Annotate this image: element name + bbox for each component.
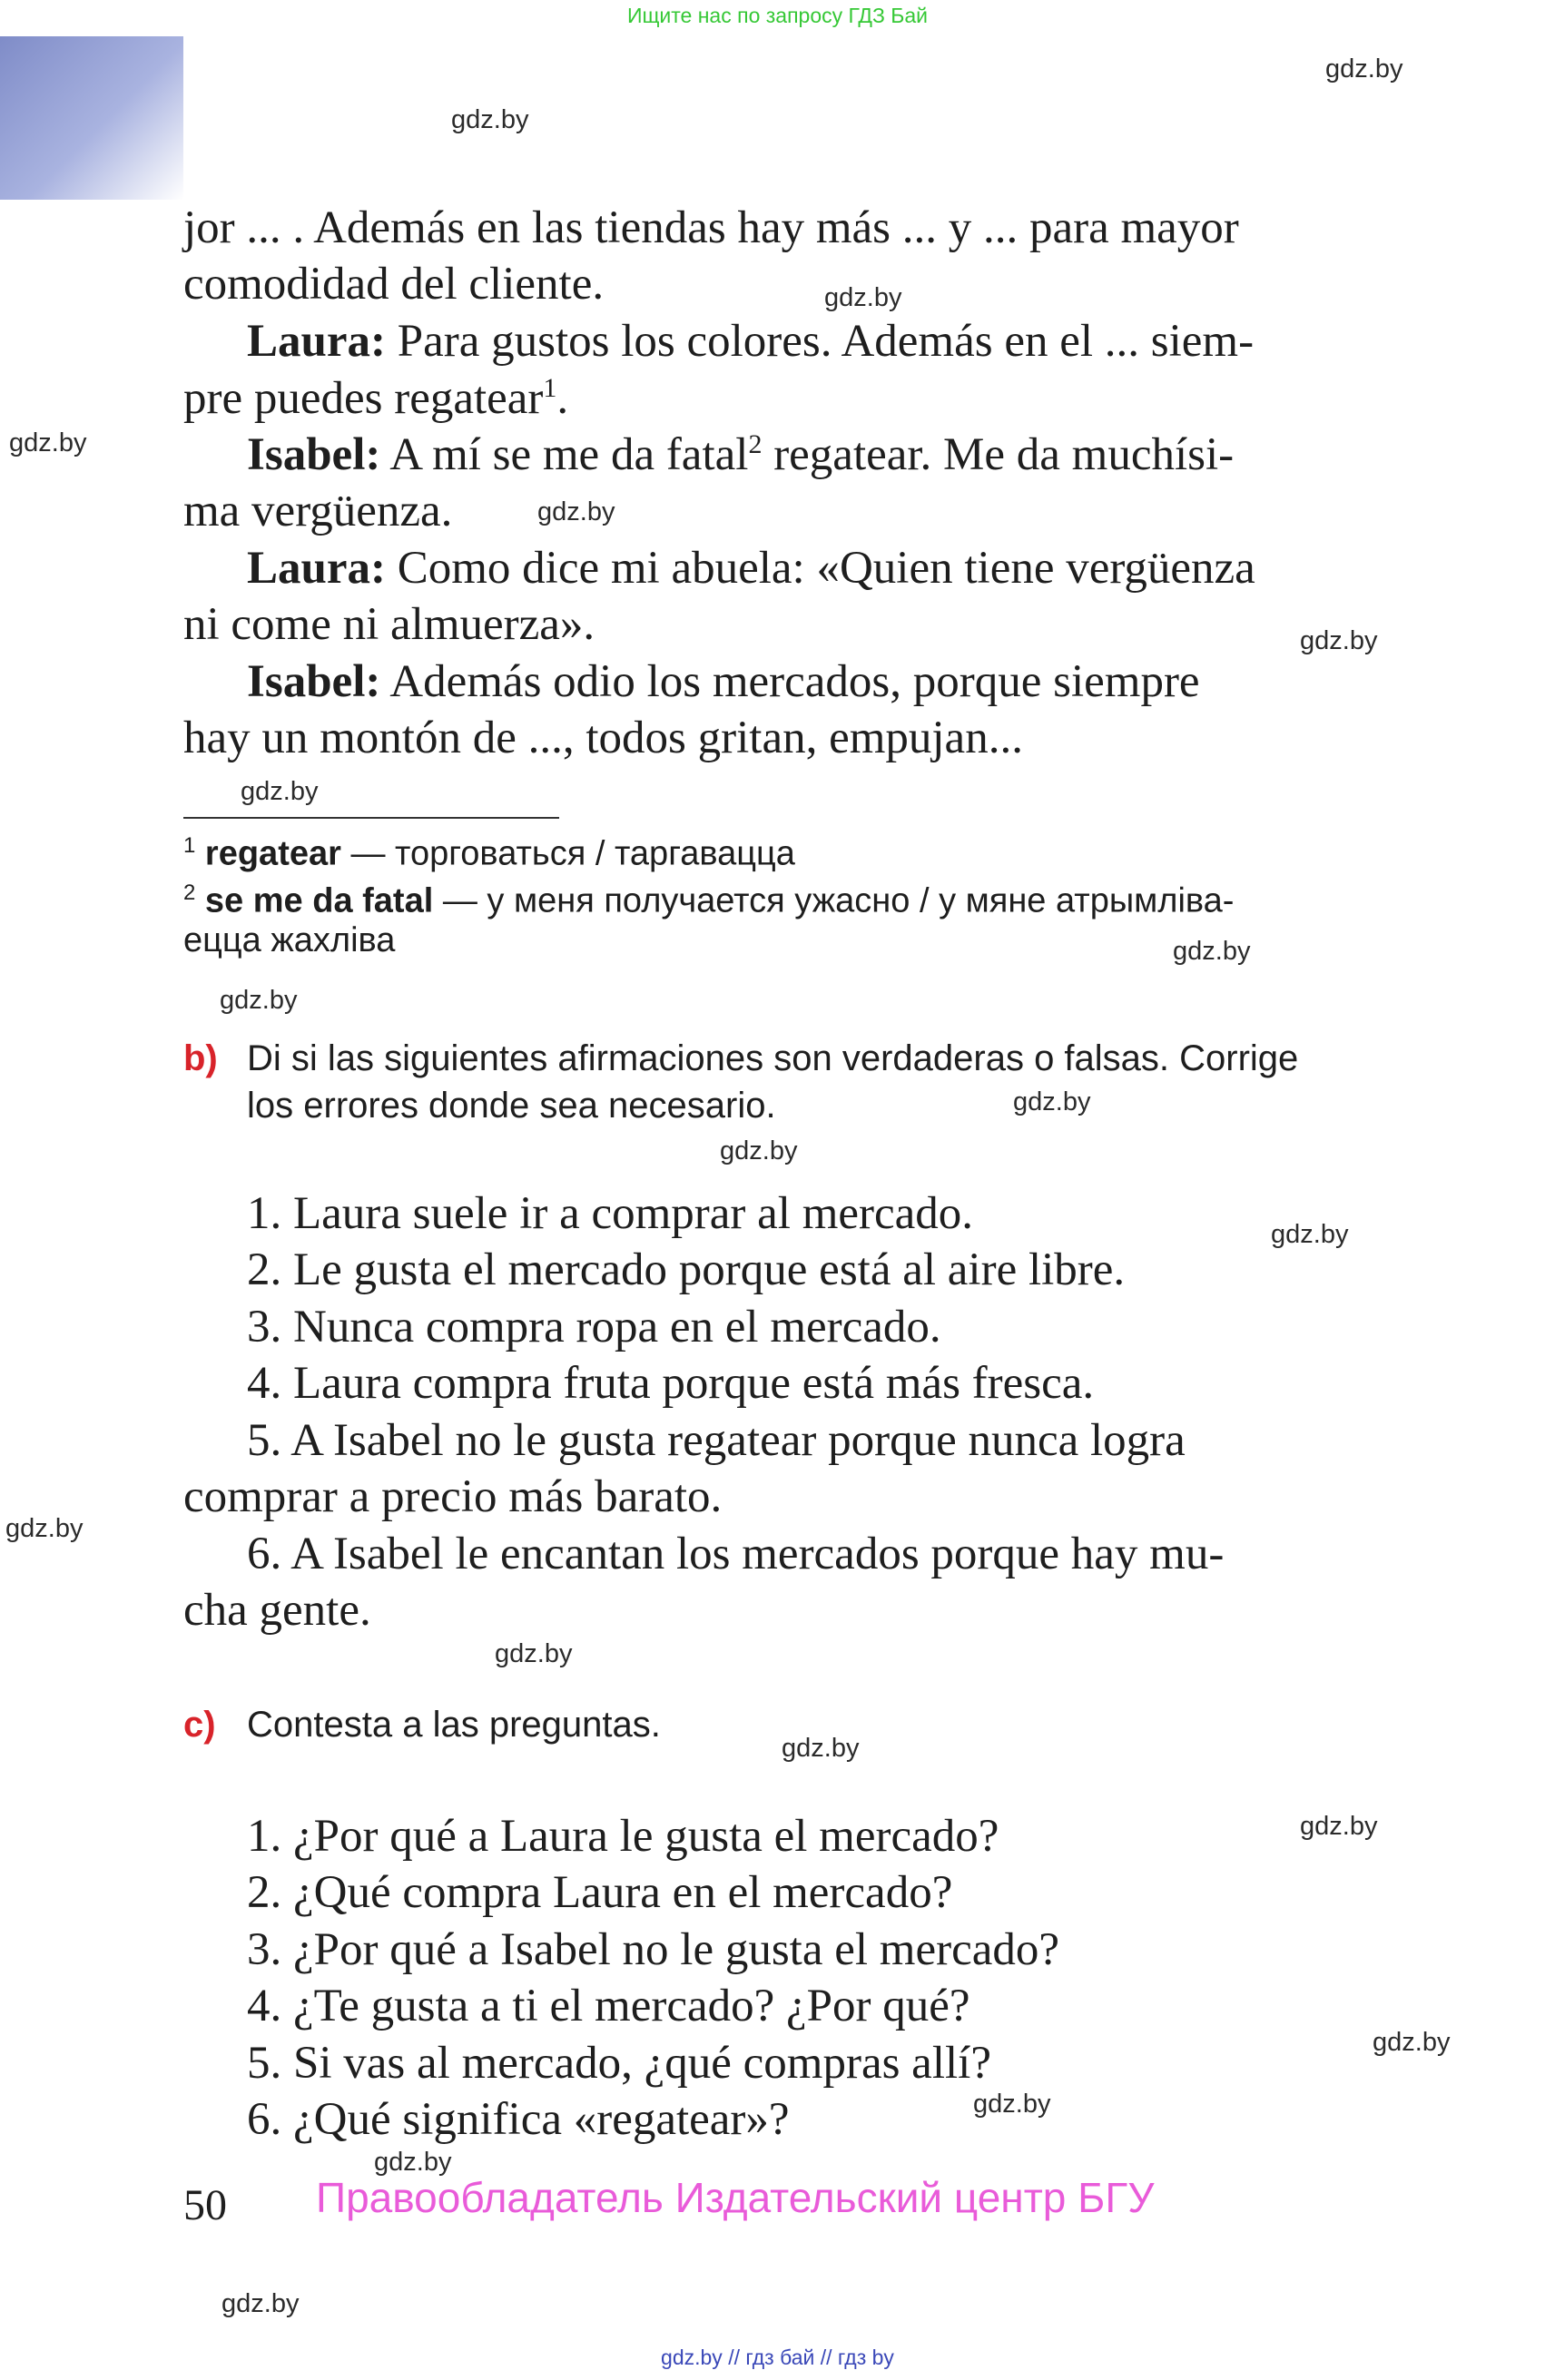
question-item: 2. ¿Qué compra Laura en el mercado? (247, 1867, 953, 1918)
task-letter-c: c) (183, 1705, 216, 1745)
watermark: gdz.by (9, 428, 87, 457)
dialogue-text: Además odio los mercados, porque siempre (389, 656, 1200, 707)
speaker-laura: Laura: (247, 316, 386, 367)
dialogue-text: Para gustos los colores. Además en el ... siem- (397, 316, 1255, 367)
question-item: 4. ¿Te gusta a ti el mercado? ¿Por qué? (247, 1981, 970, 2031)
speaker-laura: Laura: (247, 543, 386, 594)
watermark: gdz.by (1300, 1812, 1378, 1841)
watermark: gdz.by (782, 1734, 860, 1763)
dialogue-line (183, 370, 568, 427)
footnote-continuation: ецца жахліва (183, 921, 396, 959)
list-item: 6. A Isabel le encantan los mercados porque hay mu- (247, 1529, 1225, 1579)
corner-decoration (0, 36, 183, 200)
list-item-continuation: comprar a precio más barato. (183, 1471, 723, 1522)
footnote-ref: 2 (748, 429, 763, 459)
task-instruction: Di si las siguientes afirmaciones son verdaderas o falsas. Corrige (247, 1038, 1299, 1078)
task-letter-b: b) (183, 1038, 218, 1078)
list-item: 3. Nunca compra ropa en el mercado. (247, 1302, 941, 1352)
footnote-text: у меня получается ужасно / у мяне атрымліва- (487, 881, 1235, 920)
watermark: gdz.by (451, 105, 529, 134)
dialogue-line: ma vergüenza. (183, 486, 453, 536)
dialogue-line-isabel (247, 427, 1234, 483)
dialogue-line-laura (247, 540, 1255, 596)
watermark: gdz.by (221, 2289, 300, 2318)
dialogue-text: . (556, 373, 569, 424)
question-item: 5. Si vas al mercado, ¿qué compras allí? (247, 2038, 991, 2089)
dialogue-line-laura (247, 313, 1254, 369)
dialogue-line: jor ... . Además en las tiendas hay más ... y ... para mayor (183, 202, 1239, 253)
question-item: 1. ¿Por qué a Laura le gusta el mercado? (247, 1811, 999, 1862)
footnote-number: 1 (183, 833, 196, 858)
task-instruction: Contesta a las preguntas. (247, 1705, 661, 1745)
watermark: gdz.by (5, 1514, 84, 1543)
watermark: gdz.by (495, 1639, 573, 1668)
list-item: 4. Laura compra fruta porque está más fresca. (247, 1358, 1095, 1409)
watermark: gdz.by (1300, 626, 1378, 655)
footnote-dash: — (433, 881, 487, 920)
footnote-divider (183, 817, 559, 819)
rights-notice: Правообладатель Издательский центр БГУ (316, 2174, 1155, 2221)
question-item: 3. ¿Por qué a Isabel no le gusta el mercado? (247, 1924, 1059, 1975)
footnote-term: regatear (204, 834, 341, 873)
watermark: gdz.by (374, 2148, 452, 2177)
dialogue-text: A mí se me da fatal (389, 429, 749, 480)
watermark: gdz.by (1013, 1087, 1091, 1116)
task-instruction: los errores donde sea necesario. (247, 1086, 776, 1126)
watermark: gdz.by (1325, 54, 1403, 84)
speaker-isabel: Isabel: (247, 429, 381, 480)
footnote-text: торговаться / таргавацца (395, 834, 795, 873)
watermark: gdz.by (1271, 1220, 1349, 1249)
list-item: 5. A Isabel no le gusta regatear porque nunca logra (247, 1415, 1186, 1466)
footnote-ref: 1 (543, 373, 557, 403)
dialogue-line: ni come ni almuerza». (183, 599, 595, 650)
watermark: gdz.by (220, 986, 298, 1015)
list-item: 1. Laura suele ir a comprar al mercado. (247, 1188, 974, 1239)
footer-links[interactable]: gdz.by // гдз бай // гдз by (661, 2346, 894, 2369)
watermark: gdz.by (720, 1136, 798, 1165)
speaker-isabel: Isabel: (247, 656, 381, 707)
list-item: 2. Le gusta el mercado porque está al aire libre. (247, 1244, 1126, 1295)
footnote-dash: — (340, 834, 396, 873)
watermark: gdz.by (1173, 937, 1251, 966)
watermark: gdz.by (537, 497, 615, 526)
footnote-number: 2 (183, 880, 196, 905)
footnote-term: se me da fatal (204, 881, 434, 920)
header-search-note: Ищите нас по запросу ГДЗ Бай (626, 4, 929, 27)
dialogue-text: Como dice mi abuela: «Quien tiene vergüenza (397, 543, 1255, 594)
dialogue-line: hay un montón de ..., todos gritan, empujan... (183, 713, 1023, 763)
dialogue-text: regatear. Me da muchísi- (762, 429, 1235, 480)
question-item: 6. ¿Qué significa «regatear»? (247, 2094, 790, 2145)
list-item-continuation: cha gente. (183, 1585, 371, 1636)
watermark: gdz.by (1373, 2028, 1451, 2057)
watermark: gdz.by (973, 2090, 1051, 2119)
dialogue-line-isabel (247, 654, 1200, 710)
watermark: gdz.by (824, 283, 902, 312)
page-number: 50 (183, 2181, 227, 2229)
dialogue-line: comodidad del cliente. (183, 259, 605, 310)
watermark: gdz.by (241, 777, 319, 806)
dialogue-text: pre puedes regatear (183, 373, 544, 424)
